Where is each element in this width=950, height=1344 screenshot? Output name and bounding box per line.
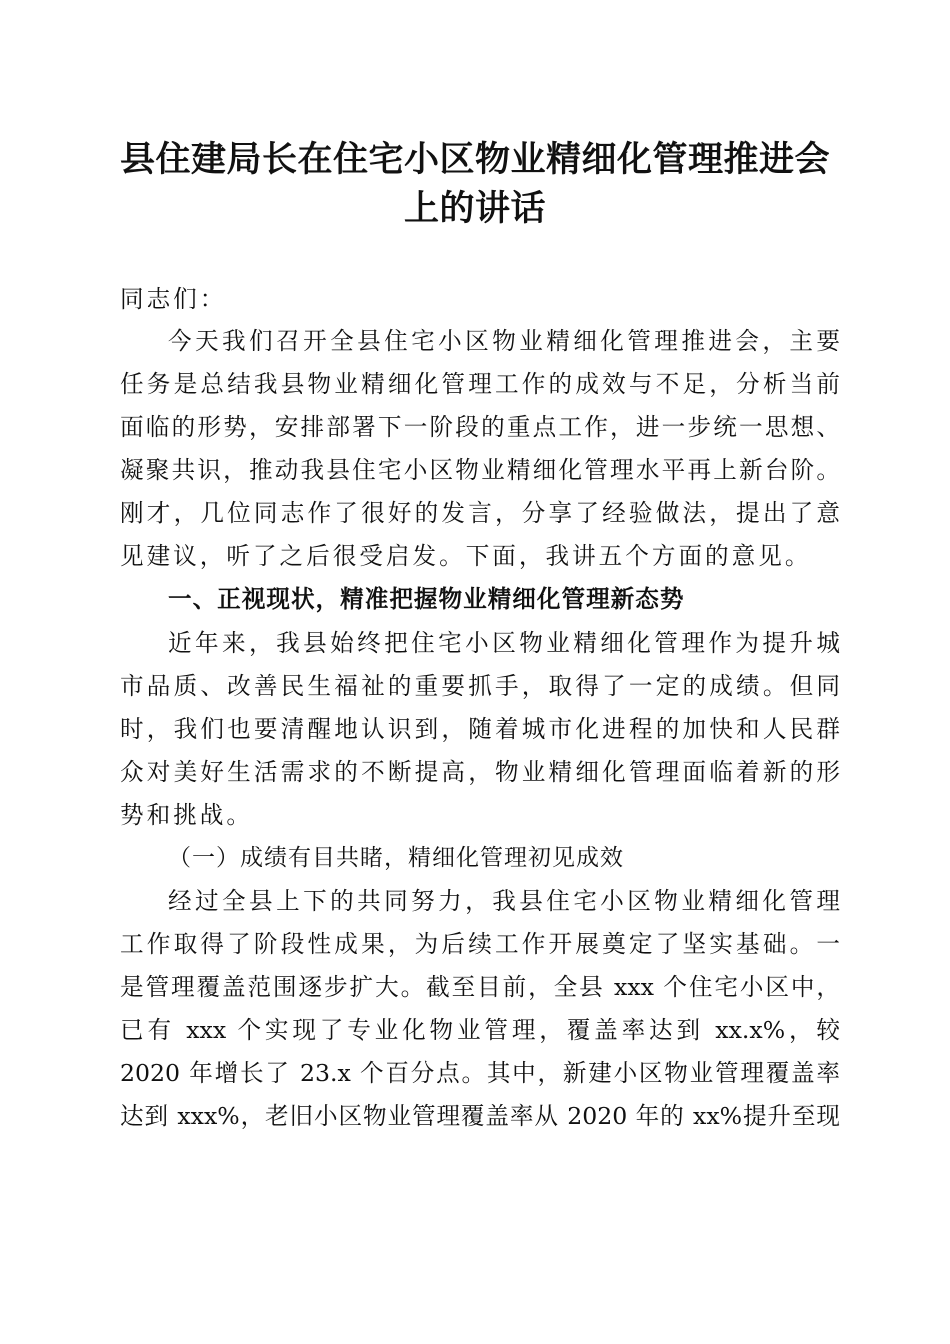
paragraph-line: 凝聚共识，推动我县住宅小区物业精细化管理水平再上新台阶。 <box>120 456 840 484</box>
paragraph-line: 面临的形势，安排部署下一阶段的重点工作，进一步统一思想、 <box>120 413 840 441</box>
paragraph-line: 工作取得了阶段性成果，为后续工作开展奠定了坚实基础。一 <box>120 930 840 958</box>
paragraph-line: 任务是总结我县物业精细化管理工作的成效与不足，分析当前 <box>120 370 840 398</box>
paragraph-line: 经过全县上下的共同努力，我县住宅小区物业精细化管理 <box>168 887 840 915</box>
document-title-line-2: 上的讲话 <box>403 188 546 229</box>
paragraph-line: 是管理覆盖范围逐步扩大。截至目前，全县 xxx 个住宅小区中， <box>120 973 840 1001</box>
section-heading: 一、正视现状，精准把握物业精细化管理新态势 <box>168 585 685 613</box>
paragraph-line: 今天我们召开全县住宅小区物业精细化管理推进会，主要 <box>168 327 840 355</box>
paragraph-line: 达到 xxx%，老旧小区物业管理覆盖率从 2020 年的 xx%提升至现 <box>120 1102 840 1130</box>
paragraph-line: 市品质、改善民生福祉的重要抓手，取得了一定的成绩。但同 <box>120 672 840 700</box>
paragraph-line: 2020 年增长了 23.x 个百分点。其中，新建小区物业管理覆盖率 <box>120 1059 840 1087</box>
document-title-line-1: 县住建局长在住宅小区物业精细化管理推进会 <box>119 139 830 180</box>
paragraph-line: 已有 xxx 个实现了专业化物业管理，覆盖率达到 xx.x%，较 <box>120 1016 840 1044</box>
paragraph-line: 刚才，几位同志作了很好的发言，分享了经验做法，提出了意 <box>120 499 840 527</box>
paragraph-line: 见建议，听了之后很受启发。下面，我讲五个方面的意见。 <box>120 542 812 570</box>
subsection-heading: （一）成绩有目共睹，精细化管理初见成效 <box>168 845 624 871</box>
paragraph-line: 众对美好生活需求的不断提高，物业精细化管理面临着新的形 <box>120 758 840 786</box>
salutation: 同志们： <box>120 285 227 313</box>
paragraph-line: 时，我们也要清醒地认识到，随着城市化进程的加快和人民群 <box>120 715 840 743</box>
paragraph-line: 近年来，我县始终把住宅小区物业精细化管理作为提升城 <box>168 629 840 657</box>
paragraph-line: 势和挑战。 <box>120 801 253 829</box>
